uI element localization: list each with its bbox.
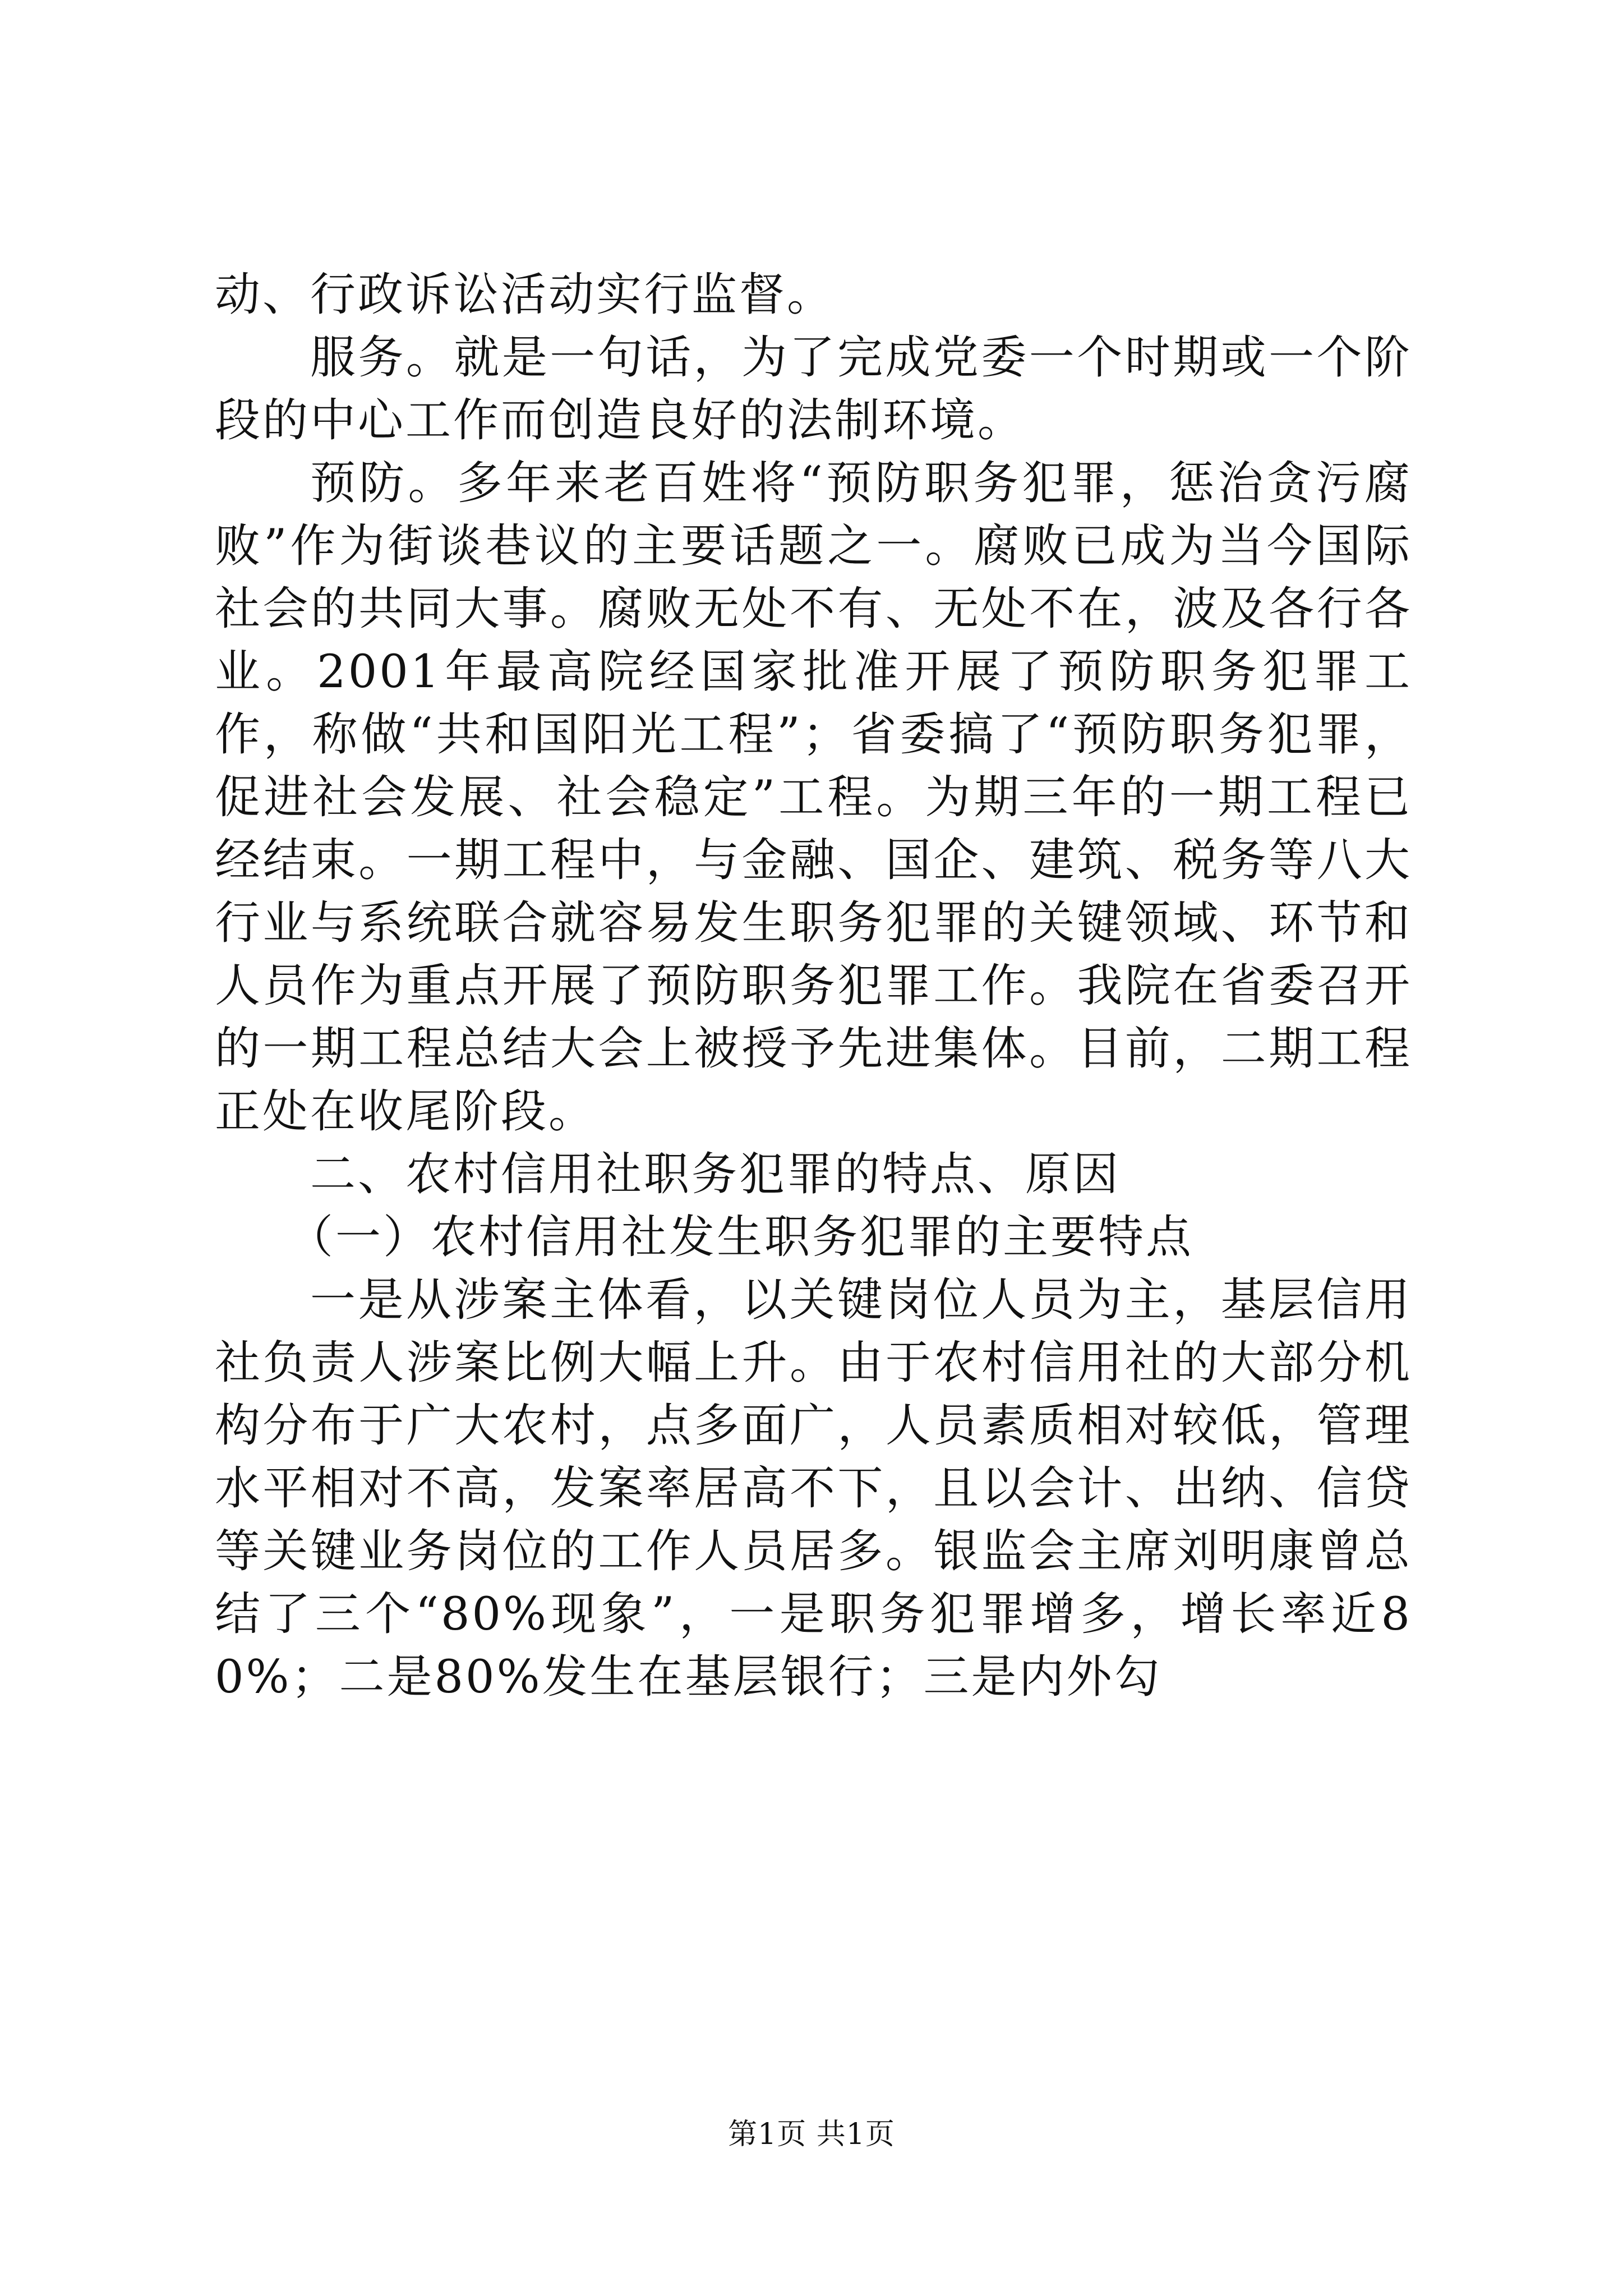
page-footer: 第1页 共1页 [728, 2118, 895, 2151]
document-body [215, 264, 1412, 1709]
section-heading: 二、农村信用社职务犯罪的特点、原因 [310, 1148, 1121, 1201]
paragraph-prevention: 预防。多年来老百姓将“预防职务犯罪，惩治贪污腐败”作为街谈巷议的主要话题之一。腐败已成为当今国际社会的共同大事。腐败无处不有、无处不在，波及各行各业。2001年最高院经国家批准开展了预防职务犯罪工作，称做“共和国阳光工程”；省委搞了“预防职务犯罪，促进社会发展、社会稳定”工程。为期三年的一期工程已经结束。一期工程中，与金融、国企、建筑、税务等八大行业与系统联合就容易发生职务犯罪的关键领域、环节和人员作为重点开展了预防职务犯罪工作。我院在省委召开的一期工程总结大会上被授予先进集体。目前，二期工程正处在收尾阶段。 [215, 457, 1412, 1138]
paragraph-continuation: 动、行政诉讼活动实行监督。 [215, 269, 835, 321]
paragraph-features: 一是从涉案主体看，以关键岗位人员为主，基层信用社负责人涉案比例大幅上升。由于农村信用社的大部分机构分布于广大农村，点多面广，人员素质相对较低，管理水平相对不高，发案率居高不下，且以会计、出纳、信贷等关键业务岗位的工作人员居多。银监会主席刘明康曾总结了三个“80%现象”，一是职务犯罪增多，增长率近80%；二是80%发生在基层银行；三是内外勾 [215, 1274, 1412, 1704]
paragraph-service: 服务。就是一句话，为了完成党委一个时期或一个阶段的中心工作而创造良好的法制环境。 [215, 332, 1412, 447]
subsection-heading: （一）农村信用社发生职务犯罪的主要特点 [288, 1211, 1194, 1264]
